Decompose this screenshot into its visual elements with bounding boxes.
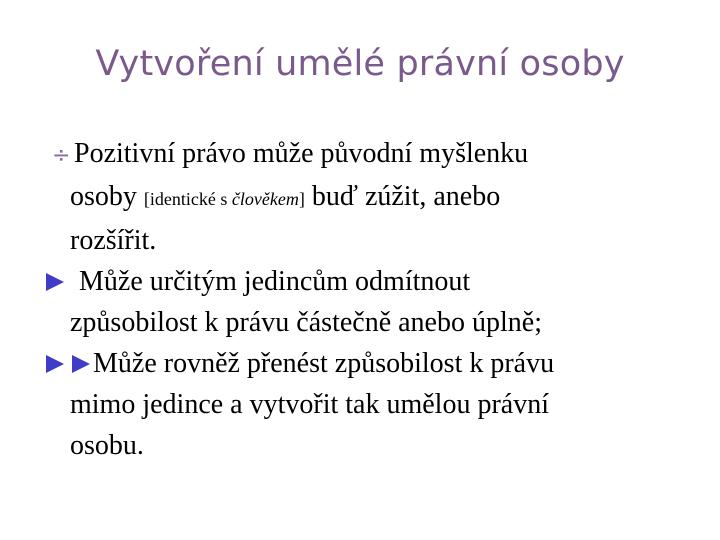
paragraph-3-line-2 [46,384,686,425]
paragraph-1-text-3: rozšířit. [70,225,157,256]
triangle-bullet-icon [46,355,64,373]
division-bullet-icon: ÷ [52,143,71,168]
paragraph-1-line-1 [46,133,686,176]
slide-title: Vytvoření umělé právní osoby [95,44,625,84]
triangle-bullet-icon [46,273,64,291]
slide-body [46,133,686,466]
paragraph-1-text-2a: osoby [70,181,144,212]
italic-term: člověkem [231,189,299,209]
paragraph-3-text-2: mimo jedince a vytvořit tak umělou právní [70,389,549,420]
paragraph-2-line-2 [46,302,686,343]
triangle-bullet-icon [72,355,90,373]
paragraph-1-text-2b: buď zúžit, anebo [304,181,501,212]
paragraph-3-line-1 [46,343,686,384]
paragraph-1-line-2 [46,176,686,220]
paragraph-2-line-1 [46,261,686,302]
paragraph-2-text-2: způsobilost k právu částečně anebo úplně; [70,307,542,338]
paragraph-3-line-3 [46,425,686,466]
paragraph-2-text-1: Může určitým jedincům odmítnout [72,266,471,297]
paragraph-1-text-1: Pozitivní právo může původní myšlenku [74,138,529,169]
paragraph-3-text-3: osobu. [70,430,144,461]
paragraph-1-line-3 [46,220,686,261]
bracket-close-text: ] [298,189,305,209]
bracket-open-text: [identické s [143,189,232,209]
paragraph-3-text-1: Může rovněž přenést způsobilost k právu [93,348,555,379]
